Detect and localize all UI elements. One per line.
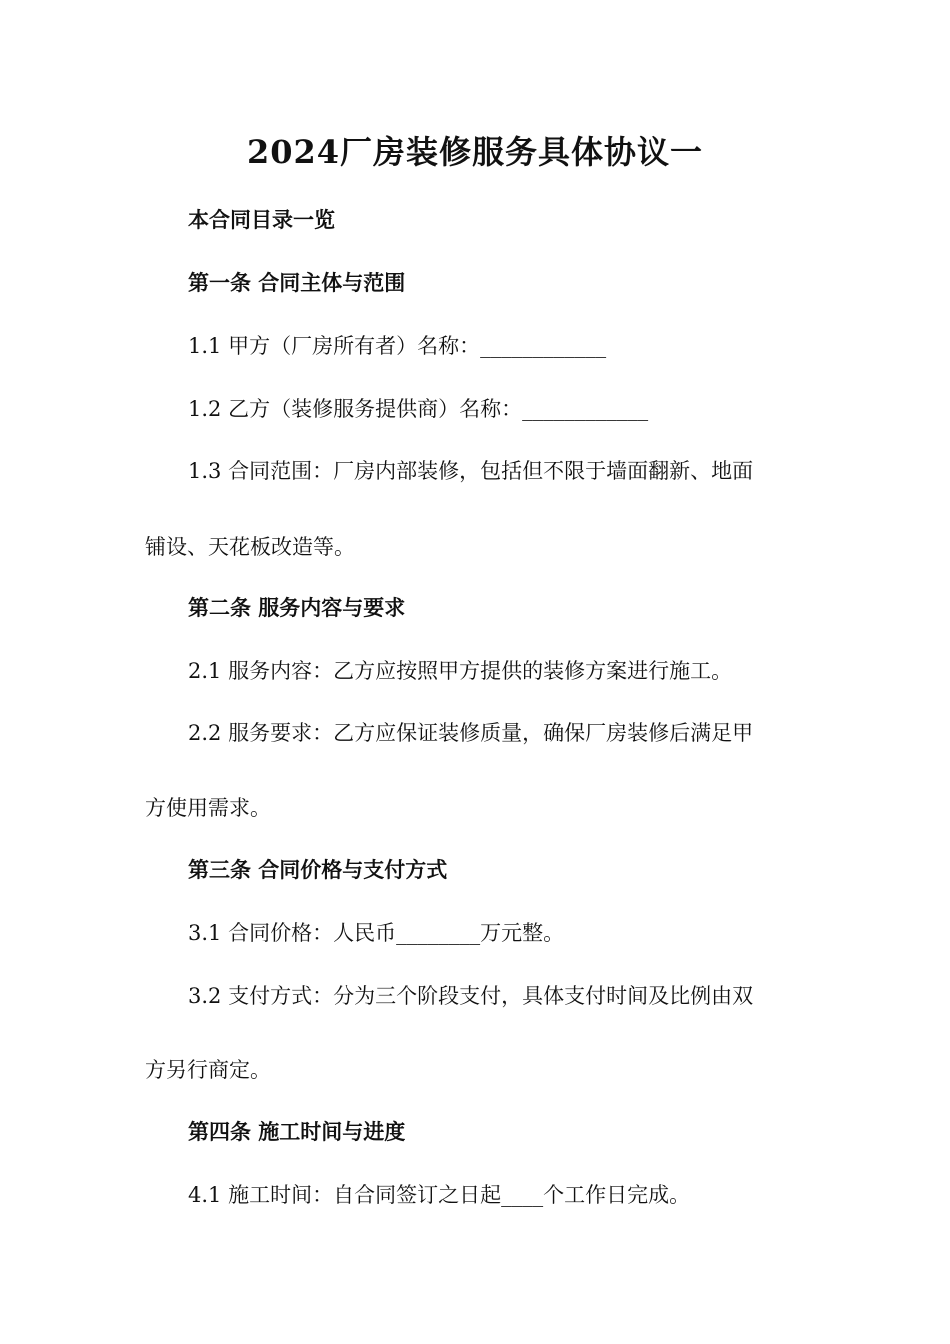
clause-1-1: 1.1 甲方（厂房所有者）名称：____________: [188, 334, 607, 358]
clause-4-1: 4.1 施工时间：自合同签订之日起____个工作日完成。: [188, 1183, 691, 1207]
clause-1-3-continued: 铺设、天花板改造等。: [145, 535, 355, 559]
clause-3-1: 3.1 合同价格：人民币________万元整。: [188, 921, 565, 945]
section-3-heading: 第三条 合同价格与支付方式: [188, 857, 448, 882]
document-title: 2024厂房装修服务具体协议一: [246, 133, 704, 171]
clause-2-2: 2.2 服务要求：乙方应保证装修质量，确保厂房装修后满足甲: [188, 721, 754, 745]
section-4-heading: 第四条 施工时间与进度: [188, 1119, 406, 1144]
clause-3-2-continued: 方另行商定。: [145, 1058, 271, 1082]
toc-heading: 本合同目录一览: [188, 207, 335, 232]
clause-1-3: 1.3 合同范围：厂房内部装修，包括但不限于墙面翻新、地面: [188, 459, 754, 483]
clause-2-2-continued: 方使用需求。: [145, 796, 271, 820]
clause-1-2: 1.2 乙方（装修服务提供商）名称：____________: [188, 397, 649, 421]
clause-2-1: 2.1 服务内容：乙方应按照甲方提供的装修方案进行施工。: [188, 659, 733, 683]
clause-3-2: 3.2 支付方式：分为三个阶段支付，具体支付时间及比例由双: [188, 984, 754, 1008]
section-1-heading: 第一条 合同主体与范围: [188, 270, 406, 295]
section-2-heading: 第二条 服务内容与要求: [188, 595, 406, 620]
